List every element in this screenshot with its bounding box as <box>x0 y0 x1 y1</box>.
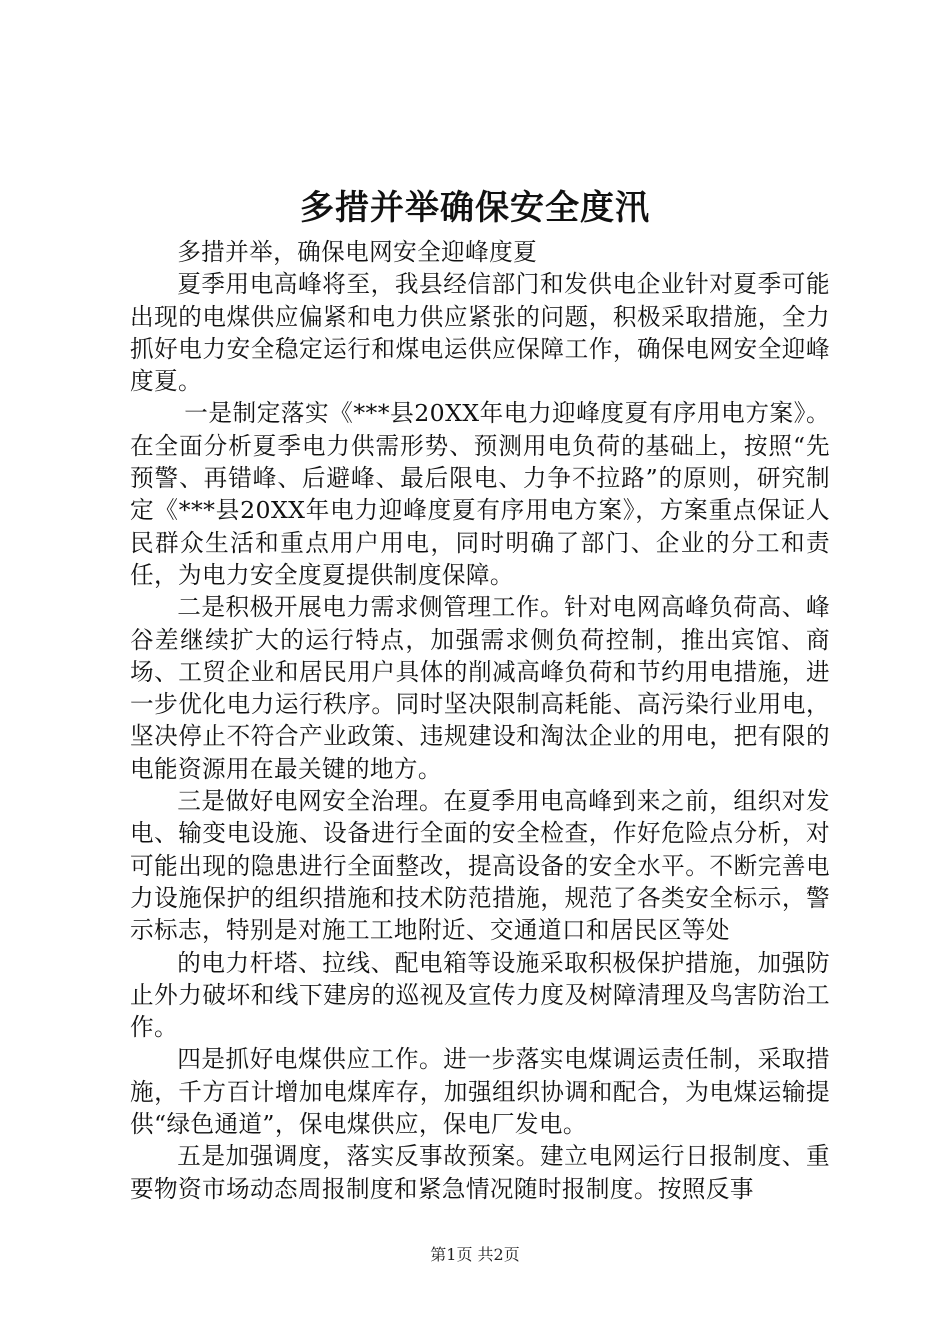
paragraph-point-three: 三是做好电网安全治理。在夏季用电高峰到来之前，组织对发电、输变电设施、设备进行全面的安全检查，作好危险点分析，对可能出现的隐患进行全面整改，提高设备的安全水平。不断完善电力设施保护的组织措施和技术防范措施，规范了各类安全标示，警示标志，特别是对施工工地附近、交通道口和居民区等处 <box>130 787 830 945</box>
paragraph-point-three-continued: 的电力杆塔、拉线、配电箱等设施采取积极保护措施，加强防止外力破坏和线下建房的巡视及宣传力度及树障清理及鸟害防治工作。 <box>130 948 830 1042</box>
paragraph-intro: 夏季用电高峰将至，我县经信部门和发供电企业针对夏季可能出现的电煤供应偏紧和电力供应紧张的问题，积极采取措施，全力抓好电力安全稳定运行和煤电运供应保障工作，确保电网安全迎峰度夏。 <box>130 270 830 396</box>
paragraph-point-four: 四是抓好电煤供应工作。进一步落实电煤调运责任制，采取措施，千方百计增加电煤库存，加强组织协调和配合，为电煤运输提供“绿色通道”，保电煤供应，保电厂发电。 <box>130 1045 830 1139</box>
document-body <box>130 236 830 1205</box>
paragraph-point-two: 二是积极开展电力需求侧管理工作。针对电网高峰负荷高、峰谷差继续扩大的运行特点，加强需求侧负荷控制，推出宾馆、商场、工贸企业和居民用户具体的削减高峰负荷和节约用电措施，进一步优化电力运行秩序。同时坚决限制高耗能、高污染行业用电，坚决停止不符合产业政策、违规建设和淘汰企业的用电，把有限的电能资源用在最关键的地方。 <box>130 593 830 783</box>
page-number-footer: 第1页 共2页 <box>430 1245 520 1264</box>
paragraph-subtitle: 多措并举，确保电网安全迎峰度夏 <box>177 238 538 266</box>
document-title: 多措并举确保安全度汛 <box>300 188 650 228</box>
paragraph-point-five: 五是加强调度，落实反事故预案。建立电网运行日报制度、重要物资市场动态周报制度和紧急情况随时报制度。按照反事 <box>130 1142 830 1203</box>
paragraph-point-one: 一是制定落实《***县20XX年电力迎峰度夏有序用电方案》。在全面分析夏季电力供需形势、预测用电负荷的基础上，按照“先预警、再错峰、后避峰、最后限电、力争不拉路”的原则，研究制定《***县20XX年电力迎峰度夏有序用电方案》，方案重点保证人民群众生活和重点用户用电，同时明确了部门、企业的分工和责任，为电力安全度夏提供制度保障。 <box>130 399 830 589</box>
